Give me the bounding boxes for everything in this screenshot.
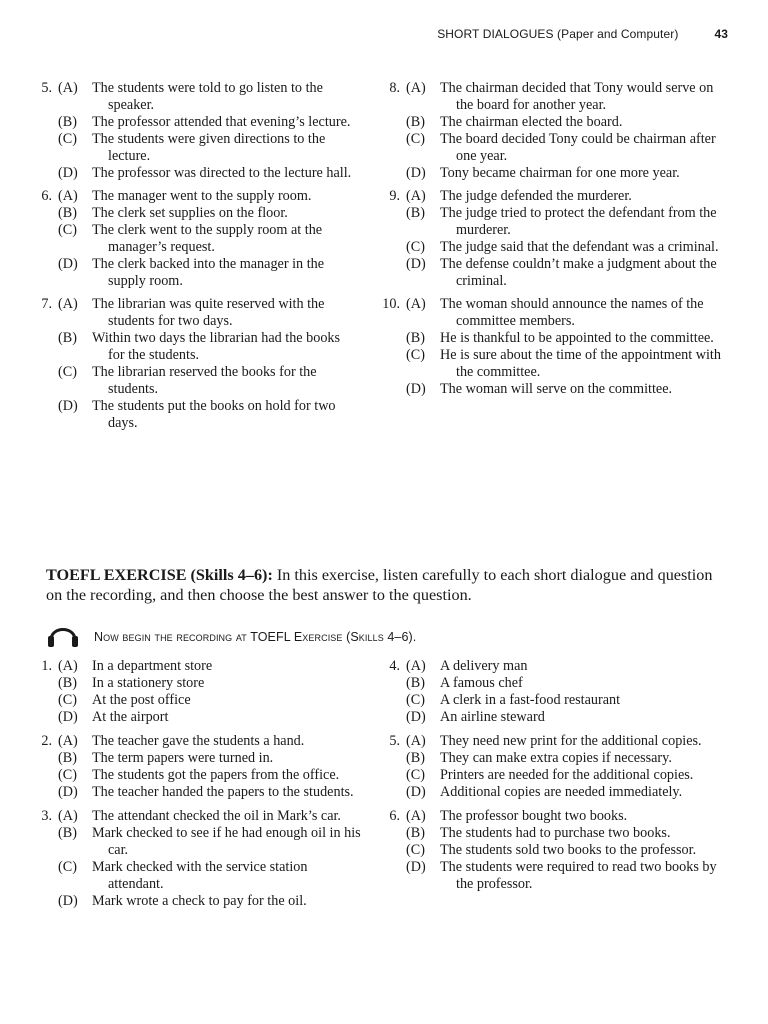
answer-options	[58, 188, 360, 290]
option-text: The professor attended that evening’s lecture.	[92, 114, 351, 130]
option-text: Tony became chairman for one more year.	[440, 165, 680, 181]
option-letter: (A)	[406, 733, 426, 749]
question	[30, 296, 360, 432]
answer-options	[58, 658, 365, 726]
answer-option	[406, 131, 728, 165]
option-text: The judge tried to protect the defendant from the murderer.	[440, 205, 717, 238]
answer-options	[406, 188, 728, 290]
answer-option	[58, 692, 365, 709]
running-head	[437, 27, 728, 41]
answer-option	[406, 165, 728, 182]
answer-option	[58, 675, 365, 692]
answer-options	[406, 80, 728, 182]
question	[378, 808, 728, 893]
answer-option	[58, 188, 360, 205]
bottom-left-questions	[30, 658, 365, 910]
question	[30, 188, 360, 290]
option-text: The judge defended the murderer.	[440, 188, 632, 204]
answer-option	[406, 842, 728, 859]
option-text: The students were required to read two books by the professor.	[440, 859, 717, 892]
question-number: 5.	[389, 733, 400, 749]
option-letter: (A)	[58, 808, 78, 824]
answer-option	[406, 205, 728, 239]
answer-option	[58, 364, 360, 398]
option-letter: (D)	[406, 709, 426, 725]
exercise-header	[46, 565, 726, 605]
answer-option	[58, 825, 365, 859]
option-letter: (A)	[406, 80, 426, 96]
answer-option	[58, 709, 365, 726]
answer-option	[406, 80, 728, 114]
exercise-description: In this exercise, listen carefully to each short dialogue and question on the recording, and then choose the best answer to the question.	[46, 566, 713, 604]
option-letter: (B)	[406, 330, 425, 346]
option-text: They need new print for the additional copies.	[440, 733, 702, 749]
option-letter: (C)	[58, 692, 77, 708]
answer-option	[58, 205, 360, 222]
answer-options	[406, 296, 728, 398]
answer-option	[58, 893, 365, 910]
question-number: 10.	[382, 296, 400, 312]
option-letter: (B)	[406, 750, 425, 766]
page-number: 43	[714, 27, 728, 41]
answer-option	[406, 239, 728, 256]
question	[378, 188, 728, 290]
option-text: A delivery man	[440, 658, 528, 674]
option-letter: (C)	[406, 239, 425, 255]
option-letter: (B)	[406, 825, 425, 841]
option-text: The clerk went to the supply room at the manager’s request.	[92, 222, 323, 255]
answer-options	[406, 808, 728, 893]
option-letter: (C)	[58, 364, 77, 380]
option-letter: (B)	[58, 675, 77, 691]
answer-options	[58, 80, 360, 182]
option-letter: (D)	[58, 256, 78, 272]
option-letter: (D)	[58, 784, 78, 800]
option-text: The teacher gave the students a hand.	[92, 733, 305, 749]
option-text: The librarian was quite reserved with the students for two days.	[92, 296, 325, 329]
question	[30, 808, 365, 910]
answer-option	[58, 750, 365, 767]
answer-option	[58, 131, 360, 165]
running-head-title: SHORT DIALOGUES (Paper and Computer)	[437, 27, 679, 41]
answer-option	[406, 658, 728, 675]
option-letter: (A)	[58, 188, 78, 204]
option-letter: (A)	[406, 296, 426, 312]
answer-option	[58, 256, 360, 290]
option-text: The students put the books on hold for two days.	[92, 398, 336, 431]
question-number: 1.	[41, 658, 52, 674]
option-letter: (D)	[406, 256, 426, 272]
option-letter: (C)	[58, 222, 77, 238]
option-text: The defense couldn’t make a judgment about the criminal.	[440, 256, 717, 289]
question	[378, 296, 728, 398]
question	[30, 733, 365, 801]
answer-option	[58, 859, 365, 893]
question	[378, 658, 728, 726]
option-letter: (B)	[58, 114, 77, 130]
option-text: The attendant checked the oil in Mark’s car.	[92, 808, 341, 824]
option-letter: (D)	[406, 165, 426, 181]
option-letter: (C)	[58, 859, 77, 875]
bottom-right-questions	[378, 658, 728, 893]
option-text: The teacher handed the papers to the students.	[92, 784, 354, 800]
answer-option	[406, 330, 728, 347]
answer-option	[58, 80, 360, 114]
option-text: The students got the papers from the office.	[92, 767, 340, 783]
answer-option	[406, 256, 728, 290]
option-text: The manager went to the supply room.	[92, 188, 312, 204]
question-number: 9.	[389, 188, 400, 204]
question	[30, 658, 365, 726]
exercise-title: TOEFL EXERCISE (Skills 4–6):	[46, 566, 273, 584]
answer-option	[406, 709, 728, 726]
option-text: Mark checked to see if he had enough oil in his car.	[92, 825, 361, 858]
option-text: He is thankful to be appointed to the committee.	[440, 330, 714, 346]
answer-option	[58, 222, 360, 256]
option-text: The chairman decided that Tony would serve on the board for another year.	[440, 80, 714, 113]
question-number: 5.	[41, 80, 52, 96]
option-letter: (B)	[58, 750, 77, 766]
answer-option	[406, 188, 728, 205]
option-text: An airline steward	[440, 709, 545, 725]
option-letter: (C)	[406, 767, 425, 783]
option-text: A famous chef	[440, 675, 523, 691]
option-text: The students were told to go listen to the speaker.	[92, 80, 323, 113]
option-letter: (A)	[406, 188, 426, 204]
answer-option	[406, 825, 728, 842]
option-text: The term papers were turned in.	[92, 750, 274, 766]
answer-options	[58, 733, 365, 801]
question	[30, 80, 360, 182]
option-text: The clerk backed into the manager in the supply room.	[92, 256, 325, 289]
answer-option	[406, 675, 728, 692]
answer-option	[58, 296, 360, 330]
top-right-questions	[378, 80, 728, 398]
option-letter: (B)	[406, 114, 425, 130]
option-letter: (D)	[406, 381, 426, 397]
option-letter: (D)	[406, 784, 426, 800]
answer-option	[58, 784, 365, 801]
option-text: The woman should announce the names of the committee members.	[440, 296, 704, 329]
answer-options	[406, 733, 728, 801]
option-text: The clerk set supplies on the floor.	[92, 205, 288, 221]
option-letter: (C)	[58, 131, 77, 147]
option-text: At the airport	[92, 709, 169, 725]
option-text: In a stationery store	[92, 675, 205, 691]
option-letter: (A)	[406, 808, 426, 824]
question-number: 6.	[41, 188, 52, 204]
answer-option	[406, 296, 728, 330]
option-letter: (D)	[58, 165, 78, 181]
option-letter: (D)	[406, 859, 426, 875]
question-number: 4.	[389, 658, 400, 674]
option-text: They can make extra copies if necessary.	[440, 750, 672, 766]
option-letter: (A)	[58, 658, 78, 674]
answer-option	[406, 784, 728, 801]
option-letter: (C)	[406, 131, 425, 147]
answer-option	[58, 658, 365, 675]
option-text: Mark wrote a check to pay for the oil.	[92, 893, 307, 909]
option-letter: (B)	[58, 330, 77, 346]
option-text: Within two days the librarian had the books for the students.	[92, 330, 341, 363]
answer-options	[406, 658, 728, 726]
answer-option	[58, 330, 360, 364]
option-text: The students had to purchase two books.	[440, 825, 671, 841]
top-left-questions	[30, 80, 360, 432]
answer-option	[58, 398, 360, 432]
option-text: He is sure about the time of the appointment with the committee.	[440, 347, 721, 380]
option-letter: (A)	[58, 80, 78, 96]
answer-option	[406, 381, 728, 398]
option-letter: (C)	[406, 842, 425, 858]
option-letter: (A)	[406, 658, 426, 674]
answer-options	[58, 296, 360, 432]
headphones-icon	[46, 620, 80, 653]
option-letter: (B)	[406, 675, 425, 691]
option-text: The students sold two books to the professor.	[440, 842, 697, 858]
question-number: 2.	[41, 733, 52, 749]
answer-option	[58, 165, 360, 182]
option-text: The woman will serve on the committee.	[440, 381, 673, 397]
option-text: At the post office	[92, 692, 191, 708]
answer-option	[58, 808, 365, 825]
option-letter: (B)	[406, 205, 425, 221]
answer-options	[58, 808, 365, 910]
option-text: The judge said that the defendant was a criminal.	[440, 239, 719, 255]
question-number: 7.	[41, 296, 52, 312]
option-letter: (D)	[58, 893, 78, 909]
option-letter: (C)	[58, 767, 77, 783]
recording-instruction	[46, 620, 416, 653]
answer-option	[406, 808, 728, 825]
option-text: Additional copies are needed immediately.	[440, 784, 683, 800]
question-number: 6.	[389, 808, 400, 824]
option-text: The librarian reserved the books for the students.	[92, 364, 317, 397]
option-letter: (A)	[58, 733, 78, 749]
option-text: The professor was directed to the lecture hall.	[92, 165, 352, 181]
question	[378, 733, 728, 801]
answer-option	[406, 114, 728, 131]
question-number: 3.	[41, 808, 52, 824]
instruction-text: Now begin the recording at TOEFL Exercise (Skills 4–6).	[94, 629, 417, 644]
option-text: The board decided Tony could be chairman after one year.	[440, 131, 716, 164]
option-letter: (A)	[58, 296, 78, 312]
option-text: A clerk in a fast-food restaurant	[440, 692, 621, 708]
option-letter: (D)	[58, 398, 78, 414]
option-text: The students were given directions to the lecture.	[92, 131, 326, 164]
option-text: Printers are needed for the additional copies.	[440, 767, 694, 783]
option-text: The professor bought two books.	[440, 808, 628, 824]
answer-option	[58, 733, 365, 750]
answer-option	[406, 750, 728, 767]
question	[378, 80, 728, 182]
answer-option	[58, 114, 360, 131]
answer-option	[406, 767, 728, 784]
answer-option	[406, 347, 728, 381]
answer-option	[406, 859, 728, 893]
option-text: In a department store	[92, 658, 213, 674]
option-letter: (B)	[58, 205, 77, 221]
option-text: Mark checked with the service station attendant.	[92, 859, 308, 892]
option-letter: (B)	[58, 825, 77, 841]
option-text: The chairman elected the board.	[440, 114, 623, 130]
answer-option	[58, 767, 365, 784]
answer-option	[406, 733, 728, 750]
option-letter: (C)	[406, 692, 425, 708]
answer-option	[406, 692, 728, 709]
option-letter: (D)	[58, 709, 78, 725]
question-number: 8.	[389, 80, 400, 96]
option-letter: (C)	[406, 347, 425, 363]
